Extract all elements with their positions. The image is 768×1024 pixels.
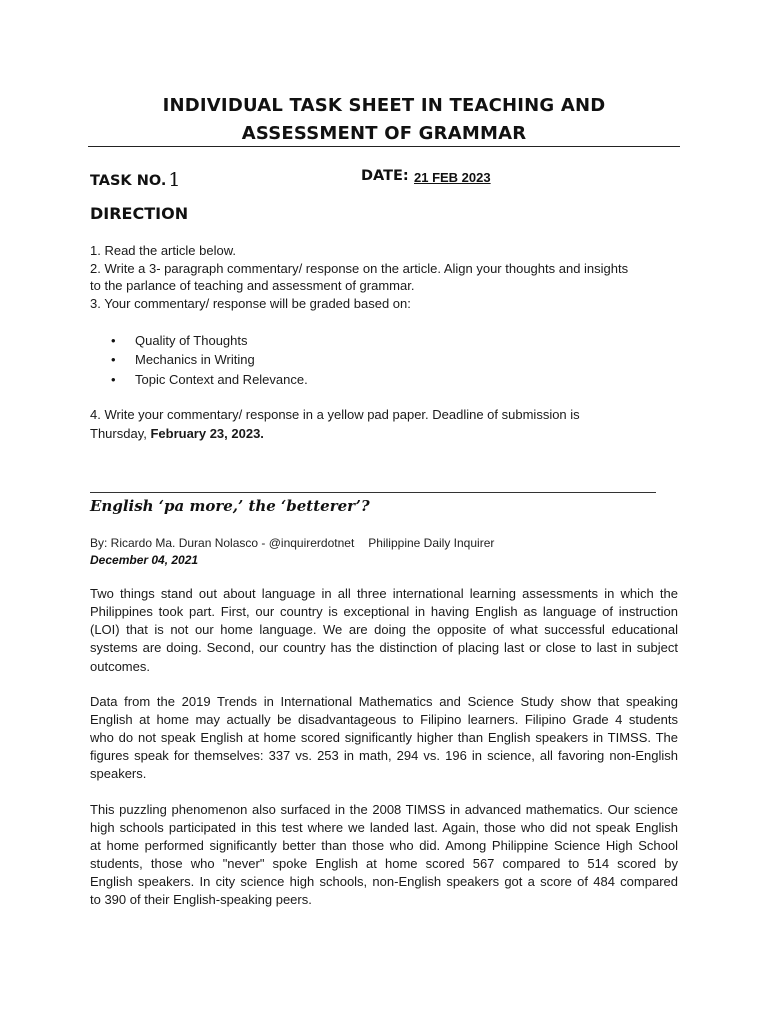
direction-step-2-line-2: to the parlance of teaching and assessment of grammar. [90, 278, 415, 293]
article-divider [90, 492, 656, 493]
direction-step-2-line-1: 2. Write a 3- paragraph commentary/ response on the article. Align your thoughts and insights [90, 261, 629, 276]
direction-step-3: 3. Your commentary/ response will be graded based on: [90, 296, 411, 311]
direction-step-4-line-2 [90, 425, 686, 443]
paragraph-line: at home performed significantly better than those who did. Among Philippine Science High School [90, 838, 678, 853]
document-title-line-1: INDIVIDUAL TASK SHEET IN TEACHING AND [162, 95, 606, 116]
paragraph-line: English speakers. In city science high schools, non-English speakers got a score of 484 compared [90, 874, 678, 889]
paragraph-line: students, those who "never" spoke English at home scored 567 compared to 514 scored by [90, 856, 678, 871]
paragraph-line: figures speak for themselves: 337 vs. 253 in math, 294 vs. 196 in science, all favoring non-English [90, 748, 678, 763]
bullet-marker: • [111, 372, 116, 387]
date-label: DATE: [361, 168, 409, 184]
paragraph-line: (LOI) that is not our home language. We are doing the opposite of what successful educational [90, 622, 678, 637]
article-author: By: Ricardo Ma. Duran Nolasco - @inquirerdotnet [90, 536, 355, 550]
criteria-item: Topic Context and Relevance. [135, 372, 308, 387]
criteria-item: Mechanics in Writing [135, 352, 255, 367]
direction-heading: DIRECTION [90, 204, 189, 223]
article-title: English ‘pa more,’ the ‘betterer’? [90, 497, 370, 515]
paragraph-line: high schools participated in this test where we landed last. Again, those who did not speak English [90, 820, 678, 835]
deadline-date: February 23, 2023. [150, 426, 264, 441]
paragraph-line: outcomes. [90, 659, 150, 674]
title-divider [88, 146, 680, 147]
paragraph-line: who do not speak English at home scored significantly higher than English speakers in TIMSS. The [90, 730, 678, 745]
task-number-field [90, 168, 180, 190]
paragraph-line: This puzzling phenomenon also surfaced in the 2008 TIMSS in advanced mathematics. Our science [90, 802, 678, 817]
paragraph-line: systems are doing. Second, our country has the distinction of placing last or close to last in subject [90, 640, 678, 655]
paragraph-line: to 390 of their English-speaking peers. [90, 892, 312, 907]
article-byline [90, 536, 494, 550]
task-number-value: 1 [168, 169, 181, 191]
article-publication: Philippine Daily Inquirer [368, 536, 495, 550]
direction-step-4-line-1: 4. Write your commentary/ response in a yellow pad paper. Deadline of submission is [90, 407, 580, 422]
paragraph-line: Data from the 2019 Trends in International Mathematics and Science Study show that speaking [90, 694, 678, 709]
paragraph-line: Two things stand out about language in all three international learning assessments in which the [90, 586, 678, 601]
paragraph-line: Philippines took part. First, our country is exceptional in having English as language of instruction [90, 604, 678, 619]
direction-step-1: 1. Read the article below. [90, 243, 236, 258]
paragraph-line: speakers. [90, 766, 147, 781]
criteria-item: Quality of Thoughts [135, 333, 248, 348]
article-date: December 04, 2021 [90, 553, 199, 567]
task-number-label: TASK NO. [90, 173, 167, 189]
date-value: 21 FEB 2023 [414, 170, 491, 185]
paragraph-line: English at home may actually be disadvantageous to Filipino learners. Filipino Grade 4 students [90, 712, 678, 727]
document-title-line-2: ASSESSMENT OF GRAMMAR [241, 123, 527, 144]
bullet-marker: • [111, 352, 116, 367]
bullet-marker: • [111, 333, 116, 348]
deadline-prefix: Thursday, [90, 426, 151, 441]
